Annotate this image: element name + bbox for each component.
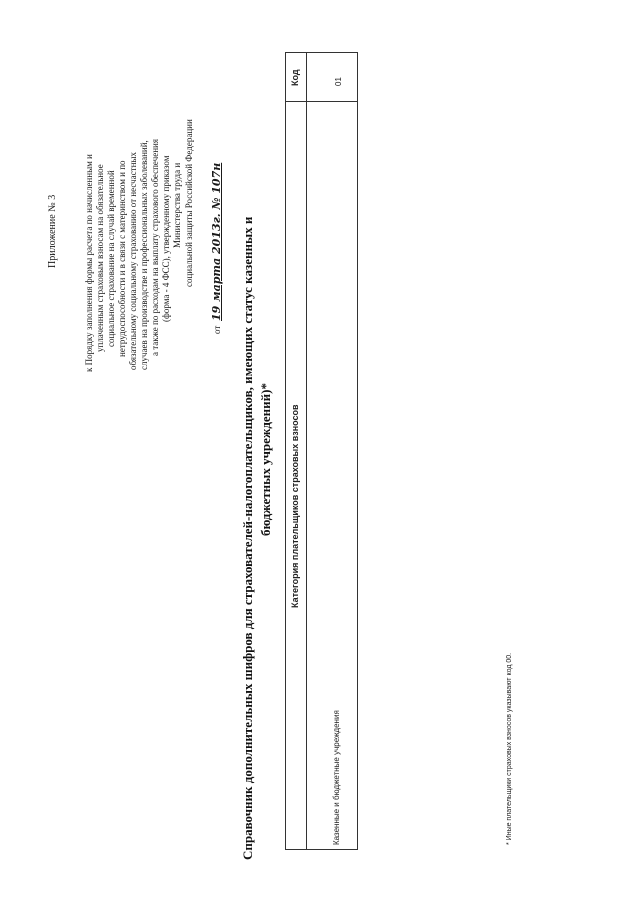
ref-line: к Порядку заполнения формы расчета по начисленным и	[84, 154, 94, 372]
ref-line: случаев на производстве и профессиональных заболеваний,	[139, 140, 149, 370]
handwritten-date-number: 19 марта 2013г. № 107н	[210, 162, 223, 321]
footnote: * Иные плательщики страховых взносов указывают код 00.	[506, 652, 513, 845]
row-category: Казенные и бюджетные учреждения	[332, 710, 341, 845]
row-code: 01	[334, 77, 343, 86]
document-title: Справочник дополнительных шифров для страхователей-налогоплательщиков, имеющих статус казенных и	[240, 216, 255, 860]
ref-line: уплаченным страховым взносам на обязательное	[95, 164, 105, 352]
ref-line: (форма - 4 ФСС), утвержденному приказом	[161, 155, 171, 322]
header-category: Категория плательщиков страховых взносов	[290, 404, 300, 608]
header-code: Код	[290, 69, 300, 86]
ref-line: а также по расходам на выплату страхового обеспечения	[150, 139, 160, 356]
table-divider	[306, 53, 307, 849]
ref-line: обязательному социальному страхованию от несчастных	[128, 152, 138, 370]
ref-line: социальное страхование на случай временной	[106, 170, 116, 347]
ref-line: социальной защиты Российской Федерации	[184, 119, 194, 287]
ref-line: Министерства труда и	[172, 162, 182, 248]
appendix-label: Приложение № 3	[47, 194, 58, 268]
document-title-line2: бюджетных учреждений)*	[258, 383, 273, 536]
table-divider	[286, 101, 357, 102]
date-prefix: от	[212, 325, 222, 334]
ref-line: нетрудоспособности и в связи с материнством и по	[117, 160, 127, 357]
